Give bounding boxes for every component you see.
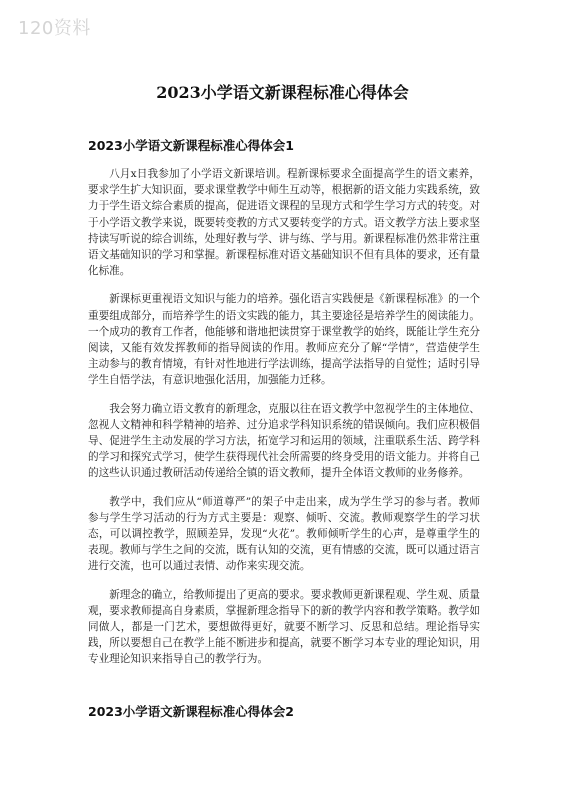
- document-title: 2023小学语文新课程标准心得体会: [156, 83, 409, 102]
- paragraph: 新理念的确立，给教师提出了更高的要求。要求教师更新课程观、学生观、质量观，要求教师提高自身素质，掌握新理念指导下的新的教学内容和教学策略。教学如同做人，都是一门艺术，要想做得更好，就要不断学习、反思和总结。理论指导实践，所以要想自己在教学上能不断进步和提高，就要不断学习本专业的理论知识，用专业理论知识来指导自己的教学行为。: [88, 588, 480, 666]
- section-heading-2: 2023小学语文新课程标准心得体会2: [88, 704, 294, 719]
- paragraph: 八月x日我参加了小学语文新课培训。程新课标要求全面提高学生的语文素养，要求学生扩大知识面，要求课堂教学中师生互动等，根据新的语文能力实践系统，致力于学生语文综合素质的提高，促进语文课程的呈现方式和学生学习方式的转变。对于小学语文教学来说，既要转变教的方式又要转变学的方式。语文教学方法上要求坚持读写听说的综合训练，处理好教与学、讲与练、学与用。新课程标准仍然非常注重语文基础知识的学习和掌握。新课程标准对语文基础知识不但有具体的要求，还有量化标准。: [88, 168, 480, 278]
- section-1-body: [88, 166, 480, 680]
- watermark-logo: 120资料: [18, 18, 91, 39]
- paragraph: 我会努力确立语文教育的新理念，克服以往在语文教学中忽视学生的主体地位、忽视人文精神和科学精神的培养、过分追求学科知识系统的错误倾向。我们应积极倡导、促进学生主动发展的学习方法，拓宽学习和运用的领域，注重联系生活、跨学科的学习和探究式学习，使学生获得现代社会所需要的终身受用的语文能力。并将自己的这些认识通过教研活动传递给全镇的语文教师，提升全体语文教师的业务修养。: [88, 402, 480, 480]
- section-heading-1: 2023小学语文新课程标准心得体会1: [88, 138, 294, 153]
- paragraph: 教学中，我们应从“师道尊严”的架子中走出来，成为学生学习的参与者。教师参与学生学习活动的行为方式主要是：观察、倾听、交流。教师观察学生的学习状态，可以调控教学，照顾差异，发现“火花”。教师倾听学生的心声，是尊重学生的表现。教师与学生之间的交流，既有认知的交流，更有情感的交流，既可以通过语言进行交流，也可以通过表情、动作来实现交流。: [88, 495, 480, 573]
- paragraph: 新课标更重视语文知识与能力的培养。强化语言实践便是《新课程标准》的一个重要组成部分，而培养学生的语文实践的能力，其主要途径是培养学生的阅读能力。一个成功的教育工作者，他能够和谐地把读贯穿于课堂教学的始终，既能让学生充分阅读，又能有效发挥教师的指导阅读的作用。教师应充分了解“学情”，营造使学生主动参与的教育情境，有针对性地进行学法训练，提高学法指导的自觉性；适时引导学生自悟学法，有意识地强化活用，加强能力迁移。: [88, 293, 480, 387]
